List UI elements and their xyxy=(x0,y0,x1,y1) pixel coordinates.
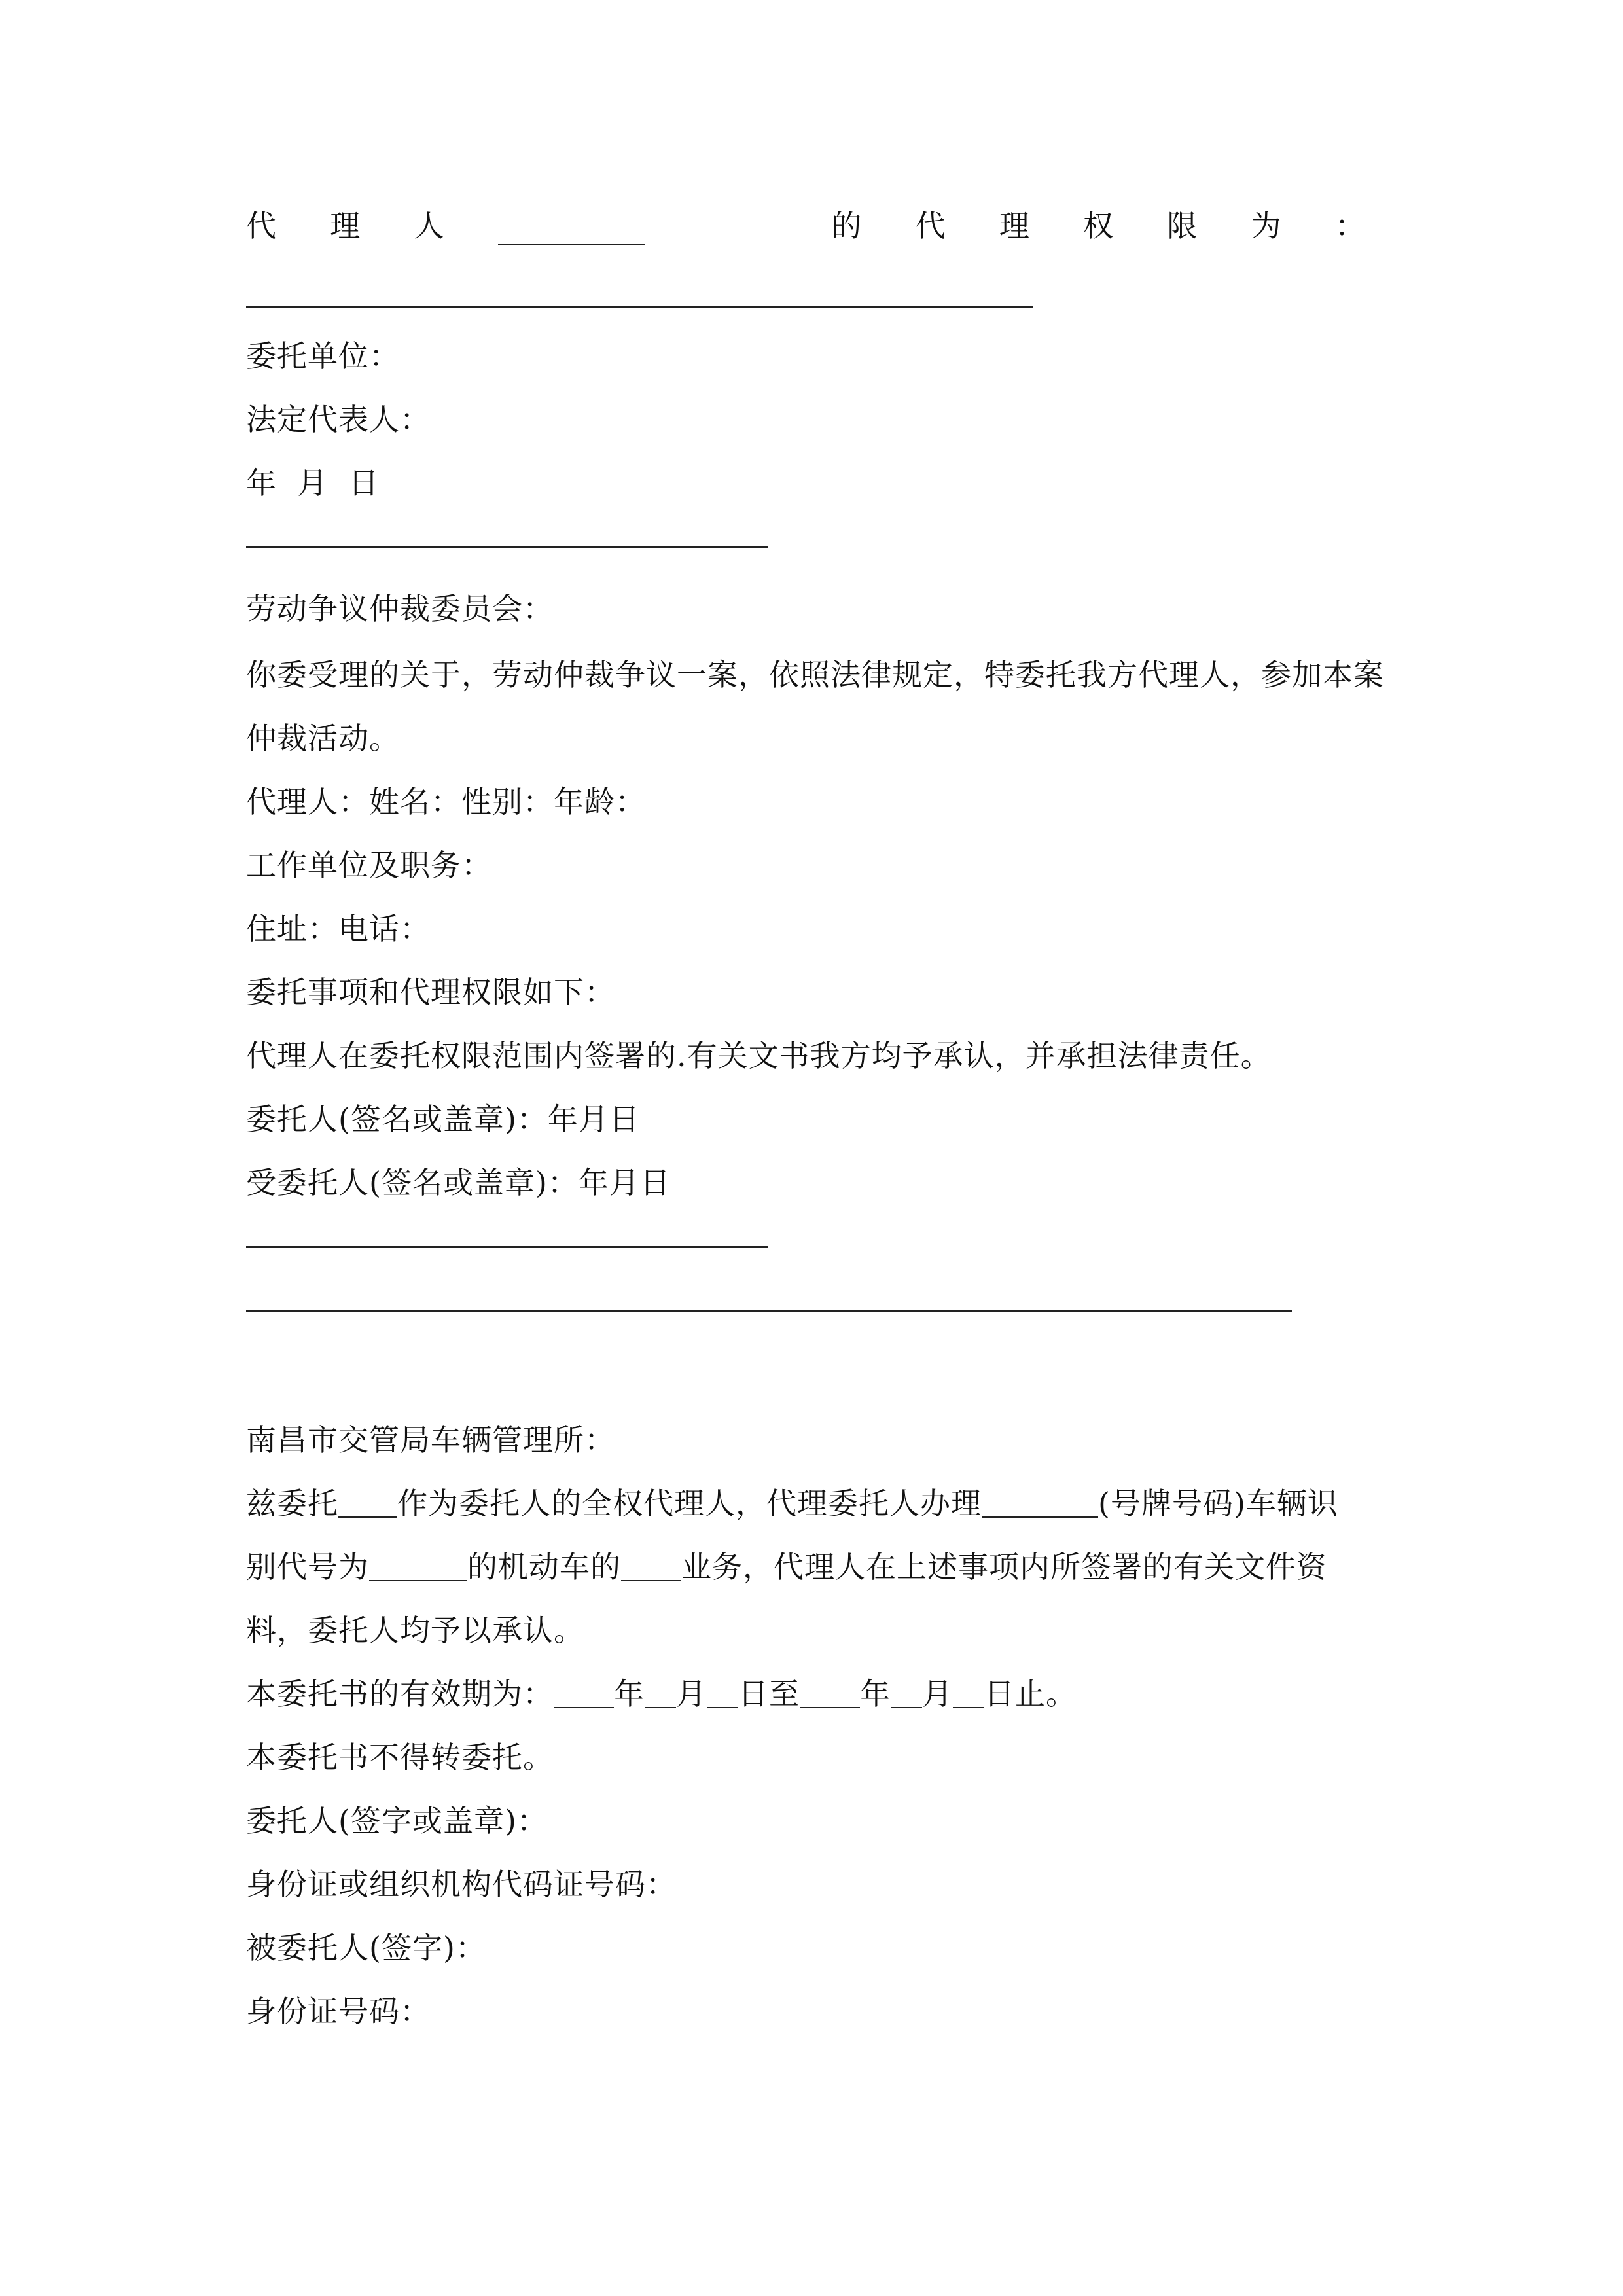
entrust-text: 业务，代理人在上述事项内所签署的有关文件资 xyxy=(681,1549,1327,1585)
day-blank xyxy=(707,1677,738,1708)
year-blank xyxy=(800,1677,860,1708)
entrust-text: 的机动车的 xyxy=(467,1549,621,1585)
heading-char: 理 xyxy=(330,208,361,243)
authority-blank-line xyxy=(246,306,1033,308)
validity-text: 年 xyxy=(614,1676,645,1712)
agent-signature-2: 被委托人(签字)： xyxy=(246,1930,486,1965)
separator-rule xyxy=(246,546,768,548)
heading-char: 的 xyxy=(831,208,862,243)
heading-char: 代 xyxy=(246,208,276,243)
acknowledge-text: 代理人在委托权限范围内签署的.有关文书我方均予承认，并承担法律责任。 xyxy=(246,1038,1272,1073)
month-blank xyxy=(645,1677,676,1708)
authority-heading xyxy=(246,206,1365,245)
addressee-vehicle-office: 南昌市交管局车辆管理所： xyxy=(246,1422,615,1458)
no-transfer-text: 本委托书不得转委托。 xyxy=(246,1740,554,1775)
year-blank xyxy=(554,1677,614,1708)
validity-text: 月 xyxy=(922,1676,953,1712)
agent-blank xyxy=(338,1486,397,1518)
validity-text: 日止。 xyxy=(984,1676,1077,1712)
heading-char: 限 xyxy=(1167,208,1198,243)
heading-char: ： xyxy=(1334,208,1365,243)
entrust-text: (号牌号码)车辆识 xyxy=(1098,1486,1338,1521)
client-unit-label: 委托单位： xyxy=(246,338,400,374)
validity-text: 日至 xyxy=(738,1676,800,1712)
entrust-text: 兹委托 xyxy=(246,1486,338,1521)
principal-signature-2: 委托人(签字或盖章)： xyxy=(246,1803,548,1839)
heading-char: 为 xyxy=(1251,208,1281,243)
legal-rep-label: 法定代表人： xyxy=(246,402,431,437)
heading-char: 权 xyxy=(1083,208,1114,243)
plate-blank xyxy=(982,1486,1098,1518)
agent-info: 代理人：姓名：性别：年龄： xyxy=(246,784,646,819)
id-org-code: 身份证或组织机构代码证号码： xyxy=(246,1867,677,1902)
day-blank xyxy=(953,1677,984,1708)
vin-blank xyxy=(369,1550,467,1581)
validity-text: 年 xyxy=(860,1676,891,1712)
month-blank xyxy=(891,1677,922,1708)
id-number: 身份证号码： xyxy=(246,1994,431,2029)
date-label: 年 月 日 xyxy=(246,465,380,501)
validity-text: 本委托书的有效期为： xyxy=(246,1676,554,1712)
separator-rule-long xyxy=(246,1310,1292,1312)
validity-period xyxy=(246,1674,1077,1713)
entrust-line-1 xyxy=(246,1484,1338,1523)
agent-signature: 受委托人(签名或盖章)：年月日 xyxy=(246,1165,671,1200)
heading-char: 理 xyxy=(999,208,1029,243)
business-blank xyxy=(621,1550,681,1581)
entrust-line-2 xyxy=(246,1547,1327,1587)
entrust-text: 作为委托人的全权代理人，代理委托人办理 xyxy=(397,1486,982,1521)
body-paragraph: 你委受理的关于，劳动仲裁争议一案，依照法律规定，特委托我方代理人，参加本案仲裁活动。 xyxy=(246,657,1384,756)
validity-text: 月 xyxy=(676,1676,707,1712)
addressee-arbitration: 劳动争议仲裁委员会： xyxy=(246,591,554,626)
separator-rule xyxy=(246,1246,768,1248)
principal-signature: 委托人(签名或盖章)：年月日 xyxy=(246,1102,640,1137)
entrust-text: 别代号为 xyxy=(246,1549,369,1585)
entrust-line-3: 料，委托人均予以承认。 xyxy=(246,1613,584,1648)
heading-char: 人 xyxy=(414,208,444,243)
matters-title: 委托事项和代理权限如下： xyxy=(246,975,615,1010)
heading-char: 代 xyxy=(915,208,946,243)
work-unit: 工作单位及职务： xyxy=(246,848,492,883)
address-phone: 住址：电话： xyxy=(246,911,431,946)
agent-name-blank xyxy=(498,215,645,245)
